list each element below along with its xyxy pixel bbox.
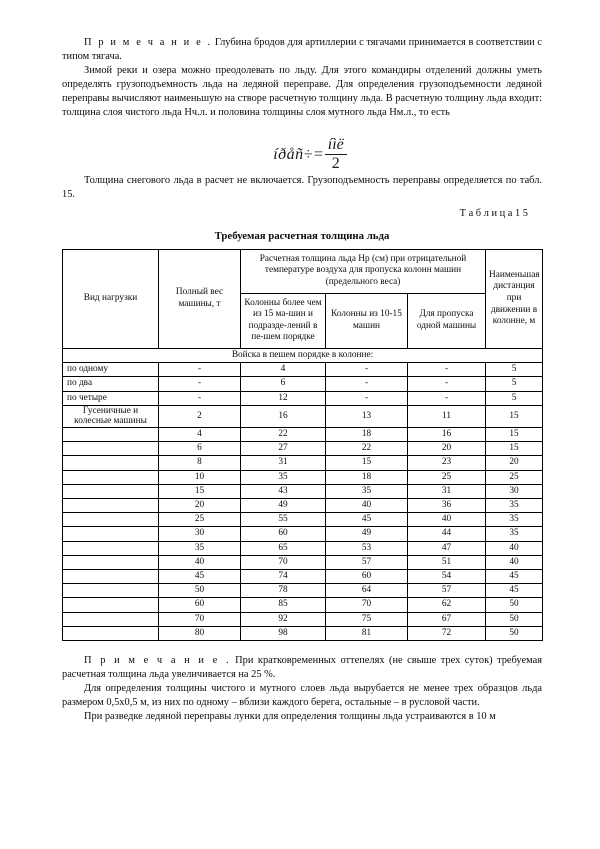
cell-large-columns: 27 [241, 442, 326, 456]
cell-medium-columns: - [326, 363, 408, 377]
table-header-row-main [63, 249, 543, 293]
cell-large-columns: 22 [241, 427, 326, 441]
cell-load-type [63, 498, 159, 512]
header-load-type: Вид нагрузки [63, 249, 159, 348]
cell-min-distance: 15 [486, 442, 543, 456]
header-sub-single-vehicle: Для пропуска одной машины [408, 293, 486, 348]
header-ice-thickness-group: Расчетная толщина льда Нр (см) при отрицательной температуре воздуха для пропуска колонн машин (предельного веса) [241, 249, 486, 293]
formula-numerator: íìë [325, 137, 347, 155]
cell-medium-columns: 40 [326, 498, 408, 512]
cell-single-vehicle: 36 [408, 498, 486, 512]
intro-note-label: П р и м е ч а н и е . [84, 37, 213, 48]
cell-large-columns: 31 [241, 456, 326, 470]
table-row [63, 391, 543, 405]
ice-samples-paragraph: Для определения толщины чистого и мутного слоев льда вырубается не менее трех образцов льда размером 0,5х0,5 м, из них по одному – вблизи каждого берега, остальные – в русловой части. [62, 683, 542, 709]
footer-note-label: П р и м е ч а н и е . [84, 654, 231, 666]
table-row [63, 498, 543, 512]
cell-medium-columns: 35 [326, 484, 408, 498]
cell-load-type: Гусеничные и колесные машины [63, 405, 159, 427]
cell-single-vehicle: 16 [408, 427, 486, 441]
table-body [63, 348, 543, 640]
cell-load-type [63, 555, 159, 569]
table-row [63, 541, 543, 555]
table-row [63, 569, 543, 583]
ice-thickness-formula [62, 134, 542, 174]
cell-load-type: по четыре [63, 391, 159, 405]
formula-denominator: 2 [331, 154, 340, 172]
cell-min-distance: 5 [486, 377, 543, 391]
cell-full-weight: 8 [159, 456, 241, 470]
formula-operator: = [312, 145, 324, 163]
cell-load-type: по два [63, 377, 159, 391]
footer-note-text: При кратковременных оттепелях (не свыше трех суток) требуемая расчетная толщина льда увеличивается на 25 %. [62, 654, 542, 681]
cell-min-distance: 20 [486, 456, 543, 470]
cell-large-columns: 74 [241, 569, 326, 583]
table-row [63, 527, 543, 541]
cell-large-columns: 55 [241, 513, 326, 527]
cell-min-distance: 15 [486, 405, 543, 427]
cell-load-type: по одному [63, 363, 159, 377]
cell-medium-columns: - [326, 377, 408, 391]
header-min-distance: Наименьшая дистанция при движении в колонне, м [486, 249, 543, 348]
cell-large-columns: 85 [241, 598, 326, 612]
cell-load-type [63, 470, 159, 484]
cell-medium-columns: 70 [326, 598, 408, 612]
cell-full-weight: 10 [159, 470, 241, 484]
cell-min-distance: 50 [486, 626, 543, 640]
table-row [63, 427, 543, 441]
table-row [63, 470, 543, 484]
table-row [63, 598, 543, 612]
intro-note-paragraph [62, 36, 542, 64]
table-row [63, 513, 543, 527]
table-title: Требуемая расчетная толщина льда [214, 229, 390, 242]
cell-medium-columns: 53 [326, 541, 408, 555]
cell-load-type [63, 513, 159, 527]
cell-min-distance: 5 [486, 391, 543, 405]
formula-left-side: íðåñ÷ [273, 145, 313, 163]
cell-full-weight: 35 [159, 541, 241, 555]
cell-min-distance: 50 [486, 612, 543, 626]
cell-load-type [63, 612, 159, 626]
cell-large-columns: 70 [241, 555, 326, 569]
snow-ice-paragraph: Толщина снегового льда в расчет не включается. Грузоподъемность переправы определяется по табл. 15. [62, 174, 542, 200]
cell-single-vehicle: - [408, 363, 486, 377]
cell-full-weight: - [159, 377, 241, 391]
cell-full-weight: 6 [159, 442, 241, 456]
cell-load-type [63, 484, 159, 498]
cell-single-vehicle: 31 [408, 484, 486, 498]
cell-single-vehicle: 44 [408, 527, 486, 541]
cell-full-weight: 80 [159, 626, 241, 640]
cell-medium-columns: 75 [326, 612, 408, 626]
cell-load-type [63, 598, 159, 612]
cell-large-columns: 4 [241, 363, 326, 377]
cell-full-weight: - [159, 391, 241, 405]
cell-medium-columns: 15 [326, 456, 408, 470]
cell-full-weight: 60 [159, 598, 241, 612]
cell-large-columns: 92 [241, 612, 326, 626]
cell-full-weight: 2 [159, 405, 241, 427]
cell-full-weight: 15 [159, 484, 241, 498]
table-row [63, 555, 543, 569]
cell-min-distance: 15 [486, 427, 543, 441]
cell-min-distance: 35 [486, 513, 543, 527]
cell-medium-columns: 22 [326, 442, 408, 456]
winter-crossing-paragraph: Зимой реки и озера можно преодолевать по льду. Для этого командиры отделений должны уметь определять грузоподъемность льда на ледяной переправе. Для определения грузоподъемности ледяной переправы вычисляют наименьшую на створе расчетную толщину льда. В расчетную толщину льда входит: толщина слоя чистого льда Нч.л. и половина толщины слоя мутного льда Нм.л., то есть [62, 65, 542, 119]
cell-medium-columns: 49 [326, 527, 408, 541]
cell-large-columns: 98 [241, 626, 326, 640]
table-row [63, 377, 543, 391]
cell-load-type [63, 427, 159, 441]
cell-load-type [63, 442, 159, 456]
cell-medium-columns: 13 [326, 405, 408, 427]
cell-load-type [63, 456, 159, 470]
table-row [63, 405, 543, 427]
cell-single-vehicle: 62 [408, 598, 486, 612]
cell-load-type [63, 626, 159, 640]
cell-medium-columns: 57 [326, 555, 408, 569]
footer-note-paragraph [62, 654, 542, 682]
cell-full-weight: 45 [159, 569, 241, 583]
cell-min-distance: 45 [486, 584, 543, 598]
footer-notes [62, 654, 542, 724]
cell-single-vehicle: 51 [408, 555, 486, 569]
table-number-label: Т а б л и ц а 1 5 [459, 207, 528, 219]
cell-full-weight: 40 [159, 555, 241, 569]
cell-full-weight: 70 [159, 612, 241, 626]
cell-single-vehicle: 67 [408, 612, 486, 626]
cell-min-distance: 40 [486, 555, 543, 569]
table-row [63, 363, 543, 377]
cell-min-distance: 50 [486, 598, 543, 612]
cell-single-vehicle: 11 [408, 405, 486, 427]
cell-full-weight: - [159, 363, 241, 377]
cell-medium-columns: - [326, 391, 408, 405]
cell-min-distance: 40 [486, 541, 543, 555]
cell-medium-columns: 81 [326, 626, 408, 640]
cell-min-distance: 25 [486, 470, 543, 484]
cell-single-vehicle: 23 [408, 456, 486, 470]
cell-medium-columns: 60 [326, 569, 408, 583]
header-full-weight: Полный вес машины, т [159, 249, 241, 348]
cell-min-distance: 35 [486, 527, 543, 541]
table-row [63, 612, 543, 626]
cell-full-weight: 50 [159, 584, 241, 598]
header-sub-medium-columns: Колонны из 10-15 машин [326, 293, 408, 348]
cell-load-type [63, 569, 159, 583]
ice-thickness-table [62, 249, 543, 641]
formula-fraction [325, 137, 347, 172]
cell-load-type [63, 527, 159, 541]
cell-min-distance: 35 [486, 498, 543, 512]
cell-large-columns: 35 [241, 470, 326, 484]
table-row [63, 626, 543, 640]
cell-full-weight: 4 [159, 427, 241, 441]
cell-medium-columns: 18 [326, 470, 408, 484]
cell-single-vehicle: 54 [408, 569, 486, 583]
cell-large-columns: 12 [241, 391, 326, 405]
cell-large-columns: 6 [241, 377, 326, 391]
cell-load-type [63, 541, 159, 555]
header-sub-large-columns: Колонны более чем из 15 ма-шин и подразде-лений в пе-шем порядке [241, 293, 326, 348]
table-row [63, 456, 543, 470]
table-row [63, 442, 543, 456]
cell-medium-columns: 64 [326, 584, 408, 598]
cell-min-distance: 45 [486, 569, 543, 583]
cell-large-columns: 43 [241, 484, 326, 498]
cell-full-weight: 20 [159, 498, 241, 512]
cell-medium-columns: 18 [326, 427, 408, 441]
cell-large-columns: 65 [241, 541, 326, 555]
cell-single-vehicle: 72 [408, 626, 486, 640]
cell-large-columns: 60 [241, 527, 326, 541]
cell-single-vehicle: 20 [408, 442, 486, 456]
cell-full-weight: 25 [159, 513, 241, 527]
cell-single-vehicle: - [408, 391, 486, 405]
cell-large-columns: 78 [241, 584, 326, 598]
cell-single-vehicle: 47 [408, 541, 486, 555]
table-row [63, 584, 543, 598]
intro-note-text: Глубина бродов для артиллерии с тягачами принимается в соответствии с типом тягача. [62, 37, 542, 63]
cell-full-weight: 30 [159, 527, 241, 541]
cell-single-vehicle: 57 [408, 584, 486, 598]
table-row [63, 484, 543, 498]
group-row-label: Войска в пешем порядке в колонне: [63, 348, 543, 362]
cell-medium-columns: 45 [326, 513, 408, 527]
cell-min-distance: 30 [486, 484, 543, 498]
formula-expression [273, 135, 347, 173]
cell-large-columns: 49 [241, 498, 326, 512]
cell-single-vehicle: - [408, 377, 486, 391]
cell-single-vehicle: 25 [408, 470, 486, 484]
cell-load-type [63, 584, 159, 598]
table-header [63, 249, 543, 348]
table-group-row [63, 348, 543, 362]
recon-holes-paragraph: При разведке ледяной переправы лунки для определения толщины льда устраиваются в 10 м [84, 711, 496, 723]
cell-large-columns: 16 [241, 405, 326, 427]
cell-min-distance: 5 [486, 363, 543, 377]
cell-single-vehicle: 40 [408, 513, 486, 527]
